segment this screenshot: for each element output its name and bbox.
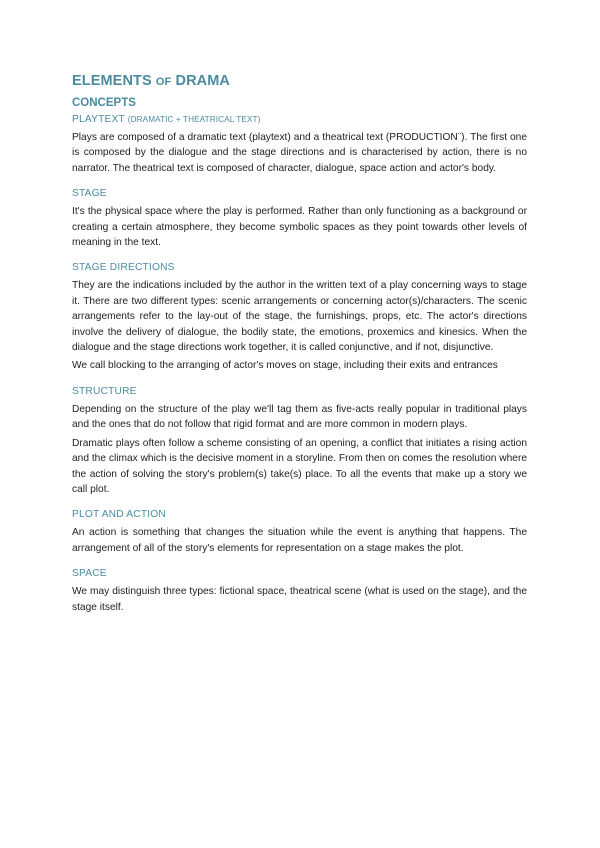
section-heading-sub: (DRAMATIC + THEATRICAL TEXT) (127, 115, 261, 124)
section-stage (72, 187, 527, 250)
title-part-3: DRAMA (175, 73, 230, 89)
section-stage-directions (72, 261, 527, 373)
section-paragraph: We call blocking to the arranging of actor's moves on stage, including their exits and entrances (72, 360, 498, 372)
section-heading: PLOT AND ACTION (72, 509, 166, 521)
section-playtext (72, 113, 527, 176)
section-structure (72, 385, 527, 497)
section-paragraph: Depending on the structure of the play we'll tag them as five-acts really popular in traditional plays and the ones that do not follow that rigid format and are more common in modern plays. (72, 403, 527, 431)
section-paragraph: Plays are composed of a dramatic text (playtext) and a theatrical text (PRODUCTION¨). The first one is composed by the dialogue and the stage directions and is characterised by action, there is no narrator. The theatrical text is composed of character, dialogue, space action and actor's body. (72, 132, 527, 174)
document-body (72, 72, 527, 615)
document-title (72, 72, 527, 91)
document-subtitle: CONCEPTS (72, 97, 136, 109)
section-paragraph: Dramatic plays often follow a scheme consisting of an opening, a conflict that initiates a rising action and the climax which is the decisive moment in a storyline. From then on comes the resolution where the action of solving the story's problem(s) take(s) place. To all the events that make up a story we call plot. (72, 437, 527, 495)
section-paragraph: It's the physical space where the play is performed. Rather than only functioning as a background or creating a certain atmosphere, they become symbolic spaces as they point towards other levels of meaning in the text. (72, 206, 527, 249)
section-paragraph: We may distinguish three types: fictional space, theatrical scene (what is used on the stage), and the stage itself. (72, 586, 527, 613)
section-paragraph: They are the indications included by the author in the written text of a play concerning ways to stage it. There are two different types: scenic arrangements or concerning actor(s)/characters. The scenic arrangements refer to the lay-out of the stage, the furnishings, props, etc. The actor's directions involve the delivery of dialogue, the bodily state, the emotions, proxemics and kinesics. When the dialogue and the stage directions work together, it is called conjunctive, and if not, disjunctive. (72, 280, 527, 354)
section-heading: SPACE (72, 568, 107, 580)
section-heading (72, 113, 527, 127)
title-part-2: OF (155, 76, 172, 88)
section-paragraph: An action is something that changes the situation while the event is anything that happens. The arrangement of all of the story's elements for representation on a stage makes the plot. (72, 527, 527, 554)
section-heading: STAGE DIRECTIONS (72, 262, 175, 274)
section-heading: STAGE (72, 188, 107, 200)
section-heading: STRUCTURE (72, 385, 137, 397)
section-space (72, 567, 527, 615)
section-plot-and-action (72, 508, 527, 556)
title-part-1: ELEMENTS (72, 73, 152, 89)
section-heading-main: PLAYTEXT (72, 114, 125, 125)
